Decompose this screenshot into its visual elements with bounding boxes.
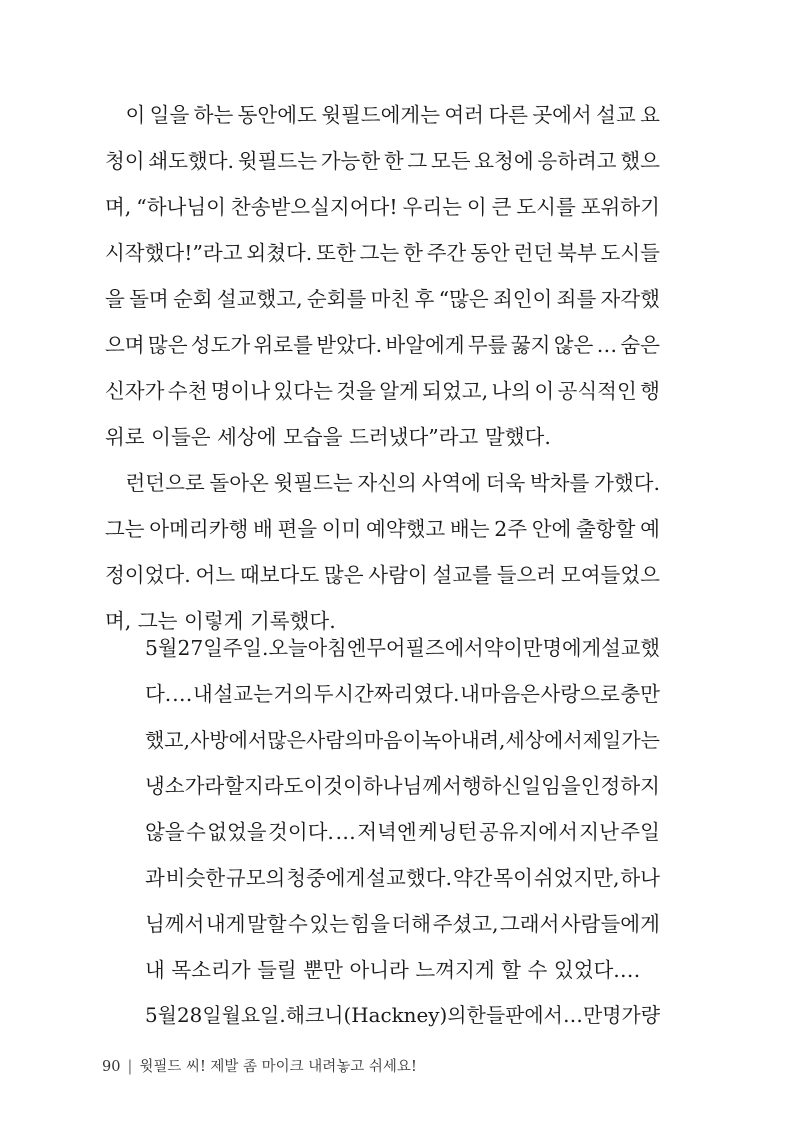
text-line: 며, “하나님이 찬송받으실지어다! 우리는 이 큰 도시를 포위하기: [105, 195, 660, 219]
journal-quote: [145, 625, 660, 1039]
text-line: 않을 수 없었을 것이다. … 저녁엔 케닝턴 공유지에서 지난 주일: [145, 820, 660, 844]
footer-separator: |: [127, 1059, 133, 1075]
text-line: 과 비슷한 규모의 청중에게 설교했다. 약간 목이 쉬었지만, 하나: [145, 866, 660, 890]
text-line: 이 일을 하는 동안에도 윗필드에게는 여러 다른 곳에서 설교 요: [105, 103, 660, 127]
text-line: 그는 아메리카행 배 편을 이미 예약했고 배는 2주 안에 출항할 예: [105, 517, 660, 541]
text-line: 님께서 내게 말할 수 있는 힘을 더해 주셨고, 그래서 사람들에게: [145, 912, 660, 936]
text-line: 을 돌며 순회 설교했고, 순회를 마친 후 “많은 죄인이 죄를 자각했: [105, 287, 660, 311]
text-line: 며, 그는 이렇게 기록했다.: [105, 609, 336, 633]
text-line: 으며 많은 성도가 위로를 받았다. 바알에게 무릎 꿇지 않은 … 숨은: [105, 333, 660, 357]
page-number: 90: [102, 1059, 121, 1075]
text-line: 신자가 수천 명이나 있다는 것을 알게 되었고, 나의 이 공식적인 행: [105, 379, 660, 403]
page-footer: [102, 1055, 417, 1076]
text-line: 청이 쇄도했다. 윗필드는 가능한 한 그 모든 요청에 응하려고 했으: [105, 149, 660, 173]
text-line: 정이었다. 어느 때보다도 많은 사람이 설교를 들으러 모여들었으: [105, 563, 660, 587]
running-title: 윗필드 씨! 제발 좀 마이크 내려놓고 쉬세요!: [139, 1059, 417, 1075]
text-line: 시작했다!”라고 외쳤다. 또한 그는 한 주간 동안 런던 북부 도시들: [105, 241, 660, 265]
text-line: 위로 이들은 세상에 모습을 드러냈다”라고 말했다.: [105, 425, 551, 449]
text-line: 다. … 내 설교는 거의 두 시간짜리였다. 내 마음은 사랑으로 충만: [145, 682, 660, 706]
text-line: 했고, 사방에서 많은 사람의 마음이 녹아내려, 세상에서 제일가는: [145, 728, 660, 752]
text-line: 냉소가라 할지라도 이것이 하나님께서 행하신 일임을 인정하지: [145, 774, 660, 798]
text-line: 5월 28일 월요일. 해크니(Hackney)의 한 들판에서 … 만 명가량: [145, 1004, 660, 1027]
text-line: 런던으로 돌아온 윗필드는 자신의 사역에 더욱 박차를 가했다.: [105, 471, 660, 495]
text-line: 내 목소리가 들릴 뿐만 아니라 느껴지게 할 수 있었다.…: [145, 958, 641, 982]
body-text: [105, 92, 660, 644]
text-line: 5월 27일 주일. 오늘 아침엔 무어필즈에서 약 이만 명에게 설교했: [145, 636, 660, 660]
